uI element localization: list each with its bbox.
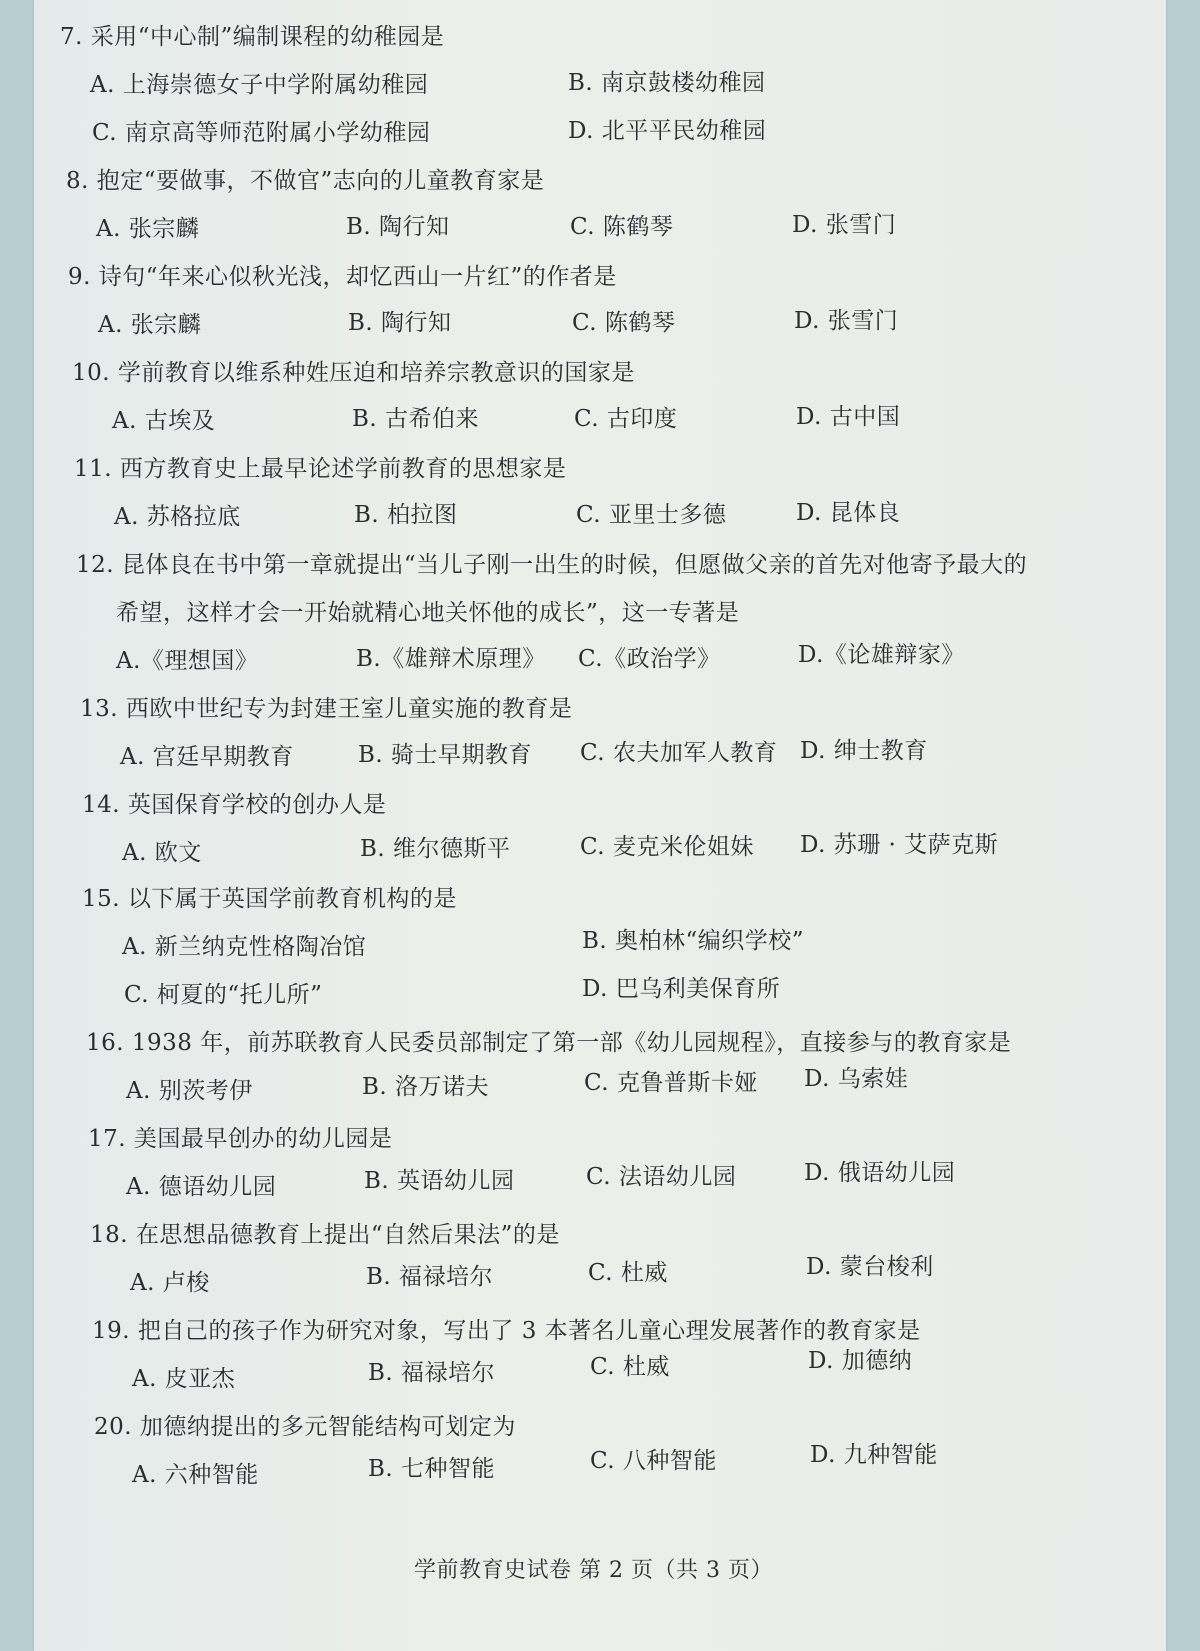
- option-c: C.《政治学》: [578, 646, 721, 672]
- option-b: B. 陶行知: [346, 214, 450, 240]
- option-c: C. 杜威: [590, 1354, 670, 1380]
- option-c: C. 陈鹤琴: [570, 214, 674, 240]
- option-c: C. 南京高等师范附属小学幼稚园: [92, 120, 431, 146]
- option-c: C. 农夫加军人教育: [580, 740, 778, 766]
- option-c: C. 杜威: [588, 1260, 668, 1286]
- option-d: D. 张雪门: [794, 308, 899, 334]
- option-c: C. 柯夏的“托儿所”: [124, 982, 323, 1008]
- option-a: A. 宫廷早期教育: [120, 744, 294, 770]
- option-a: A. 苏格拉底: [114, 504, 241, 530]
- option-b: B. 古希伯来: [352, 406, 480, 432]
- option-c: C. 亚里士多德: [576, 502, 727, 528]
- option-a: A.《理想国》: [116, 648, 259, 674]
- option-b: B. 骑士早期教育: [358, 742, 533, 768]
- option-a: A. 皮亚杰: [132, 1366, 236, 1392]
- question-stem: 16. 1938 年，前苏联教育人民委员部制定了第一部《幼儿园规程》，直接参与的教育家是: [86, 1030, 1012, 1056]
- option-c: C. 麦克米伦姐妹: [580, 834, 754, 860]
- option-b: B. 洛万诺夫: [362, 1074, 490, 1100]
- question-stem: 19. 把自己的孩子作为研究对象，写出了 3 本著名儿童心理发展著作的教育家是: [92, 1318, 921, 1344]
- question-stem: 18. 在思想品德教育上提出“自然后果法”的是: [90, 1222, 560, 1248]
- option-d: D. 古中国: [796, 404, 901, 430]
- option-a: A. 欧文: [122, 840, 202, 866]
- option-c: C. 陈鹤琴: [572, 310, 676, 336]
- option-a: A. 张宗麟: [96, 216, 200, 242]
- option-a: A. 别茨考伊: [126, 1078, 253, 1104]
- option-c: C. 法语幼儿园: [586, 1164, 737, 1190]
- question-stem: 7. 采用“中心制”编制课程的幼稚园是: [60, 24, 445, 50]
- option-b: B. 奥柏林“编织学校”: [582, 928, 805, 954]
- question-stem: 11. 西方教育史上最早论述学前教育的思想家是: [74, 456, 567, 482]
- option-b: B. 福禄培尔: [366, 1264, 494, 1290]
- option-c: C. 古印度: [574, 406, 678, 432]
- option-d: D. 九种智能: [810, 1442, 938, 1468]
- question-stem: 13. 西欧中世纪专为封建王室儿童实施的教育是: [80, 696, 573, 722]
- option-d: D. 加德纳: [808, 1348, 913, 1374]
- option-d: D. 北平平民幼稚园: [568, 118, 767, 144]
- option-d: D. 苏珊 · 艾萨克斯: [800, 832, 999, 858]
- option-a: A. 卢梭: [130, 1270, 210, 1296]
- option-b: B. 南京鼓楼幼稚园: [568, 70, 766, 96]
- option-d: D. 乌索娃: [804, 1066, 909, 1092]
- option-b: B. 福禄培尔: [368, 1360, 496, 1386]
- option-a: A. 德语幼儿园: [126, 1174, 277, 1200]
- option-c: C. 八种智能: [590, 1448, 717, 1474]
- question-stem: 12. 昆体良在书中第一章就提出“当儿子刚一出生的时候，但愿做父亲的首先对他寄予最大的: [76, 552, 1028, 578]
- option-b: B.《雄辩术原理》: [356, 646, 546, 672]
- option-a: A. 上海崇德女子中学附属幼稚园: [90, 72, 429, 98]
- option-d: D. 昆体良: [796, 500, 901, 526]
- option-d: D. 绅士教育: [800, 738, 928, 764]
- question-stem: 9. 诗句“年来心似秋光浅，却忆西山一片红”的作者是: [68, 264, 617, 290]
- option-b: B. 英语幼儿园: [364, 1168, 515, 1194]
- option-c: C. 克鲁普斯卡娅: [584, 1070, 758, 1096]
- option-a: A. 张宗麟: [98, 312, 202, 338]
- option-d: D. 巴乌利美保育所: [582, 976, 781, 1002]
- option-d: D. 张雪门: [792, 212, 897, 238]
- option-a: A. 六种智能: [132, 1462, 259, 1488]
- question-stem: 10. 学前教育以维系种姓压迫和培养宗教意识的国家是: [72, 360, 635, 386]
- option-a: A. 新兰纳克性格陶冶馆: [122, 934, 367, 960]
- exam-page: [34, 0, 1166, 1651]
- page-footer: 学前教育史试卷 第 2 页（共 3 页）: [414, 1558, 773, 1583]
- question-stem: 8. 抱定“要做事，不做官”志向的儿童教育家是: [66, 168, 545, 194]
- question-stem-continued: 希望，这样才会一开始就精心地关怀他的成长”，这一专著是: [116, 600, 740, 626]
- question-stem: 20. 加德纳提出的多元智能结构可划定为: [94, 1414, 516, 1440]
- option-b: B. 七种智能: [368, 1456, 496, 1482]
- option-b: B. 柏拉图: [354, 502, 458, 528]
- question-stem: 15. 以下属于英国学前教育机构的是: [82, 886, 457, 912]
- option-b: B. 维尔德斯平: [360, 836, 511, 862]
- question-stem: 17. 美国最早创办的幼儿园是: [88, 1126, 393, 1152]
- option-b: B. 陶行知: [348, 310, 452, 336]
- option-d: D. 蒙台梭利: [806, 1254, 934, 1280]
- option-a: A. 古埃及: [112, 408, 216, 434]
- option-d: D. 俄语幼儿园: [804, 1160, 956, 1186]
- question-stem: 14. 英国保育学校的创办人是: [82, 792, 387, 818]
- option-d: D.《论雄辩家》: [798, 642, 965, 668]
